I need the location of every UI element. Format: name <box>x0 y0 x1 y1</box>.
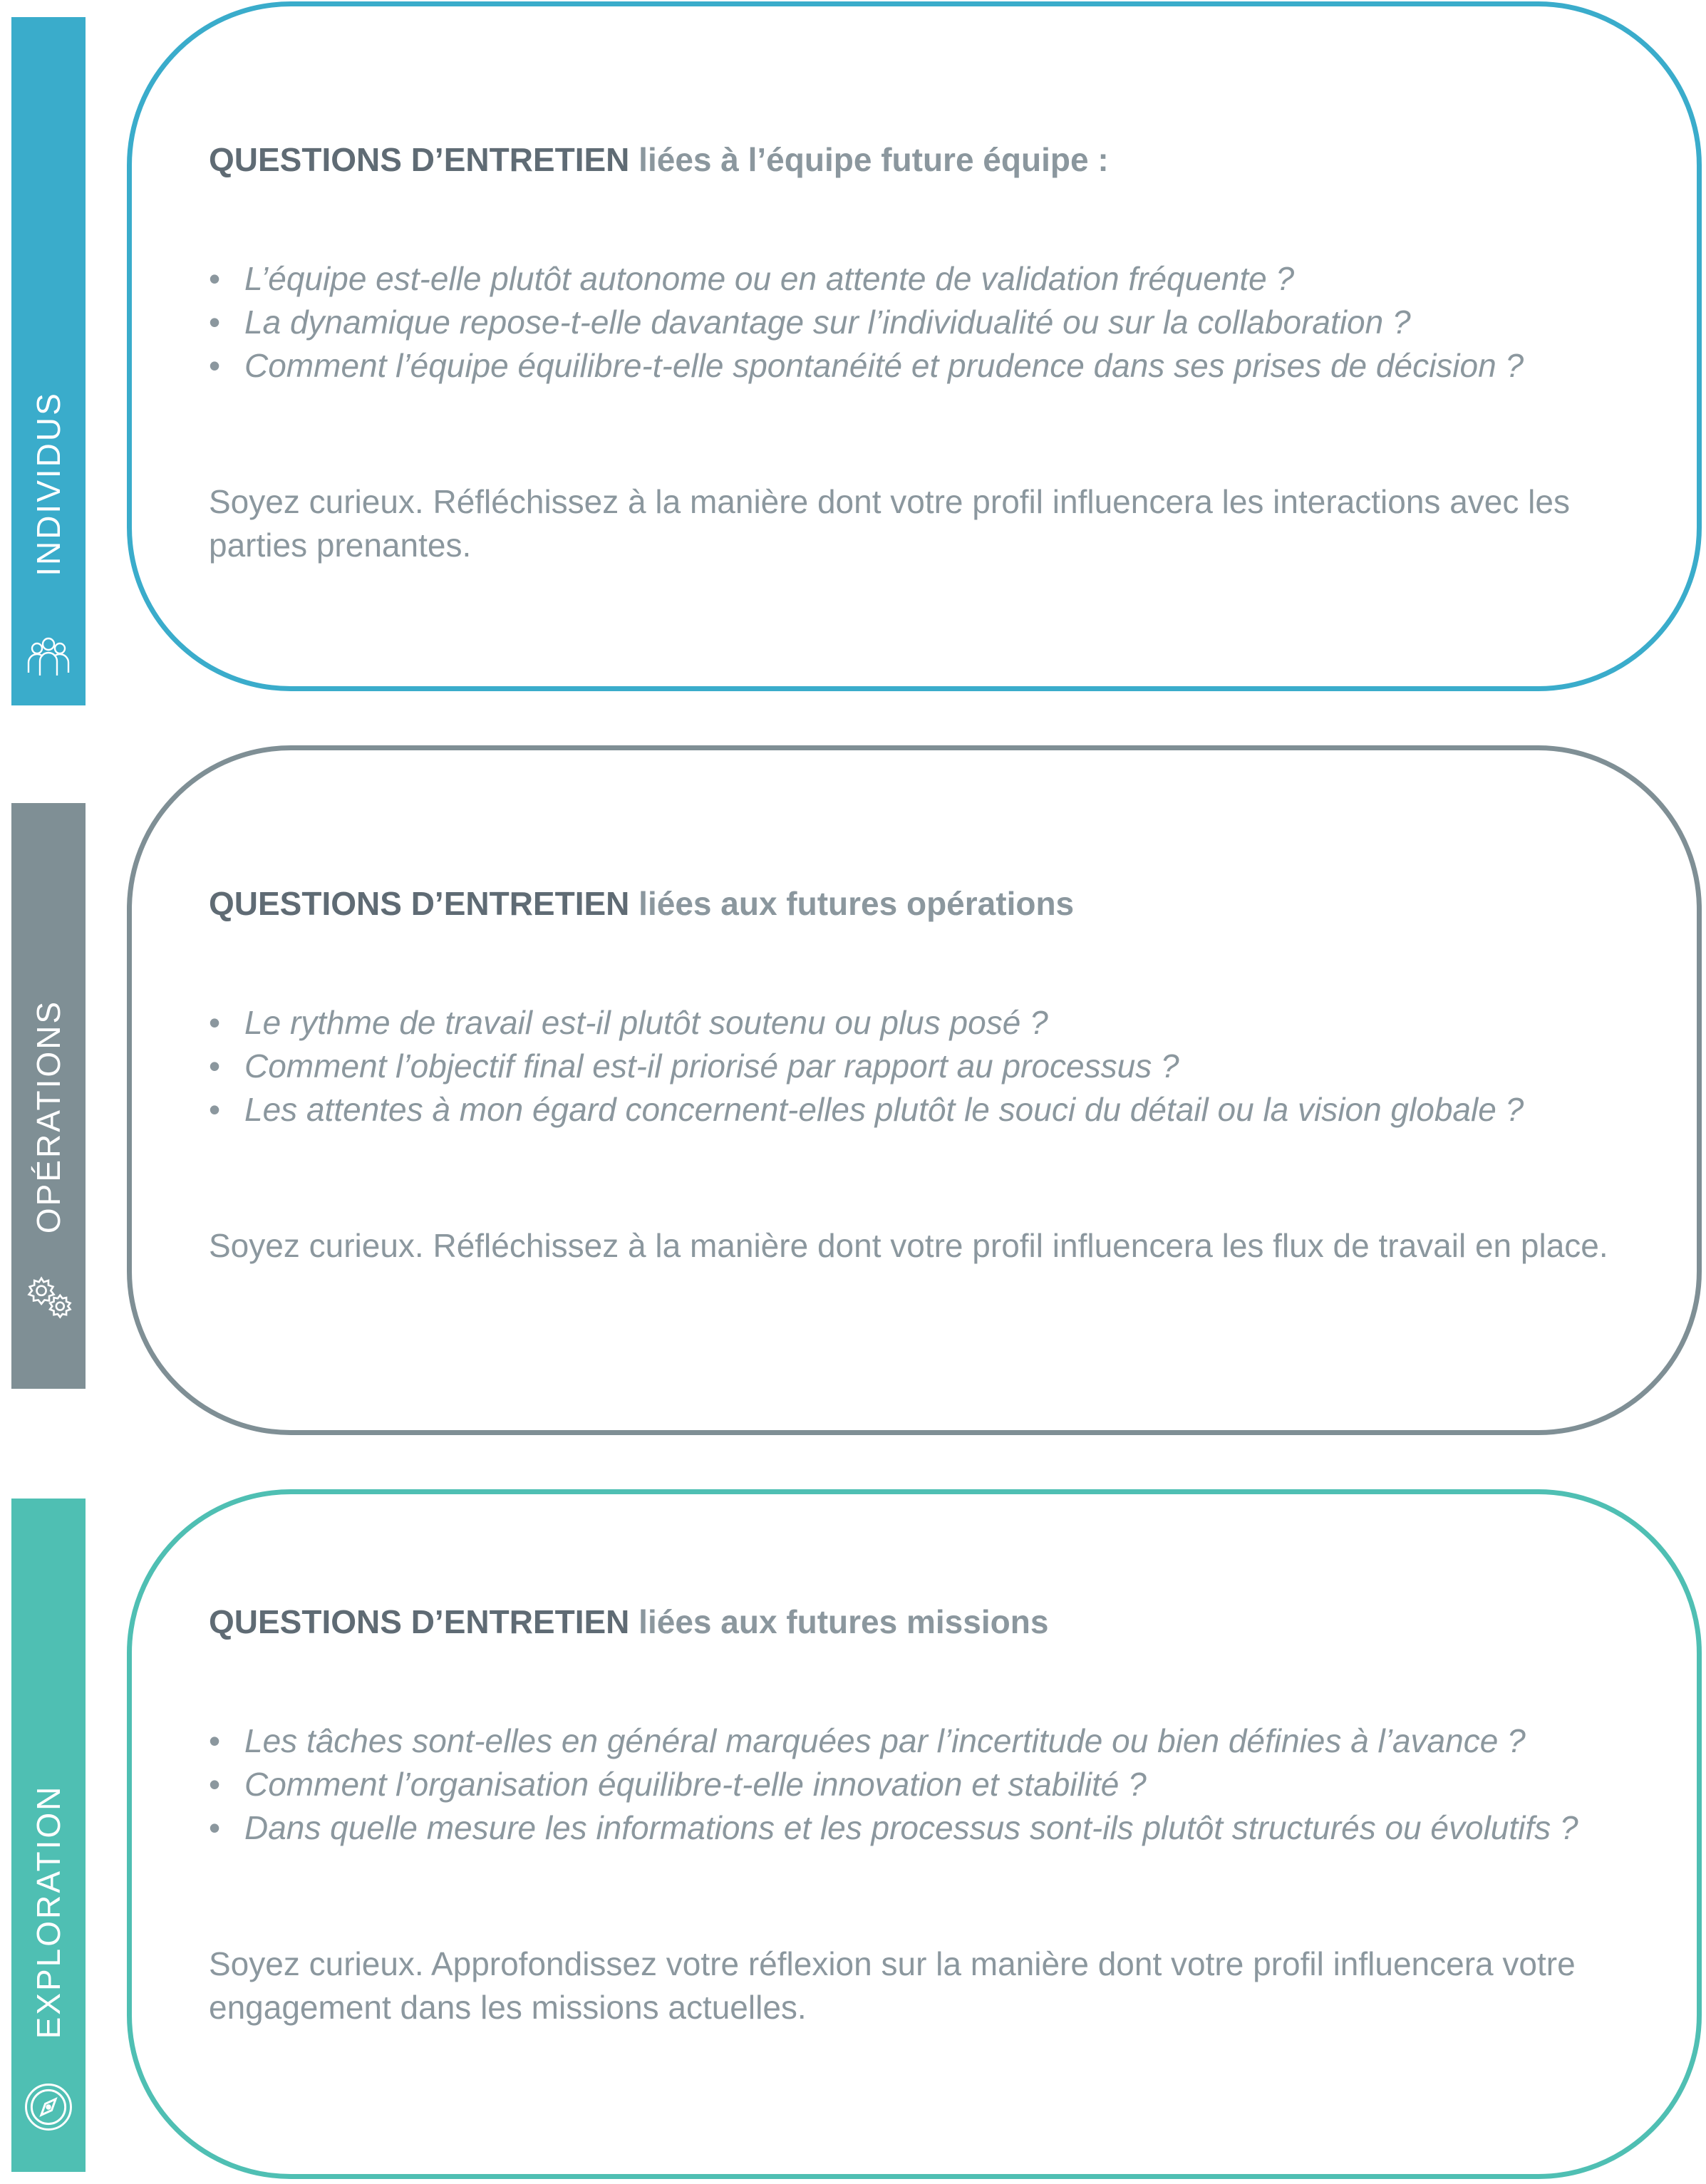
gears-icon <box>24 1272 74 1322</box>
section-card-exploration <box>127 1489 1702 2179</box>
question-item: • L’équipe est-elle plutôt autonome ou en attente de validation fréquente ? <box>209 257 1654 301</box>
side-label-exploration: EXPLORATION <box>30 1784 67 2039</box>
side-band-operations <box>11 803 86 1389</box>
section-title-individus <box>209 138 1654 182</box>
section-card-operations <box>127 745 1702 1435</box>
question-item: • Les attentes à mon égard concernent-elles plutôt le souci du détail ou la vision globale ? <box>209 1088 1654 1132</box>
question-item: • Comment l’équipe équilibre-t-elle spontanéité et prudence dans ses prises de décision ? <box>209 344 1654 388</box>
question-item: • Comment l’organisation équilibre-t-elle innovation et stabilité ? <box>209 1763 1654 1806</box>
people-group-icon <box>26 631 71 677</box>
title-bold: QUESTIONS D’ENTRETIEN <box>209 1603 630 1640</box>
section-note-operations: Soyez curieux. Réfléchissez à la manière dont votre profil influencera les flux de travail en place. <box>209 1227 1608 1264</box>
compass-icon <box>23 2081 74 2133</box>
question-list-individus <box>209 257 1654 388</box>
section-title-operations <box>209 881 1654 926</box>
section-note-individus: Soyez curieux. Réfléchissez à la manière dont votre profil influencera les interactions avec les parties prenantes. <box>209 483 1570 564</box>
question-item: • Dans quelle mesure les informations et les processus sont-ils plutôt structurés ou évolutifs ? <box>209 1806 1654 1850</box>
question-list-exploration <box>209 1719 1654 1850</box>
title-bold: QUESTIONS D’ENTRETIEN <box>209 141 630 178</box>
question-item: • Le rythme de travail est-il plutôt soutenu ou plus posé ? <box>209 1001 1654 1045</box>
side-band-exploration <box>11 1499 86 2172</box>
question-item: • Les tâches sont-elles en général marquées par l’incertitude ou bien définies à l’avance ? <box>209 1719 1654 1763</box>
section-title-exploration <box>209 1600 1654 1644</box>
title-rest: liées aux futures opérations <box>639 885 1075 922</box>
side-label-operations: OPÉRATIONS <box>30 999 67 1234</box>
side-label-individus: INDIVIDUS <box>30 391 67 576</box>
question-item: • Comment l’objectif final est-il priorisé par rapport au processus ? <box>209 1045 1654 1088</box>
question-item: • La dynamique repose-t-elle davantage sur l’individualité ou sur la collaboration ? <box>209 301 1654 344</box>
side-band-individus <box>11 17 86 705</box>
title-rest: liées à l’équipe future équipe : <box>639 141 1109 178</box>
section-note-exploration: Soyez curieux. Approfondissez votre réflexion sur la manière dont votre profil influencera votre engagement dans les missions actuelles. <box>209 1945 1576 2026</box>
question-list-operations <box>209 1001 1654 1132</box>
title-rest: liées aux futures missions <box>639 1603 1049 1640</box>
title-bold: QUESTIONS D’ENTRETIEN <box>209 885 630 922</box>
section-card-individus <box>127 1 1702 691</box>
